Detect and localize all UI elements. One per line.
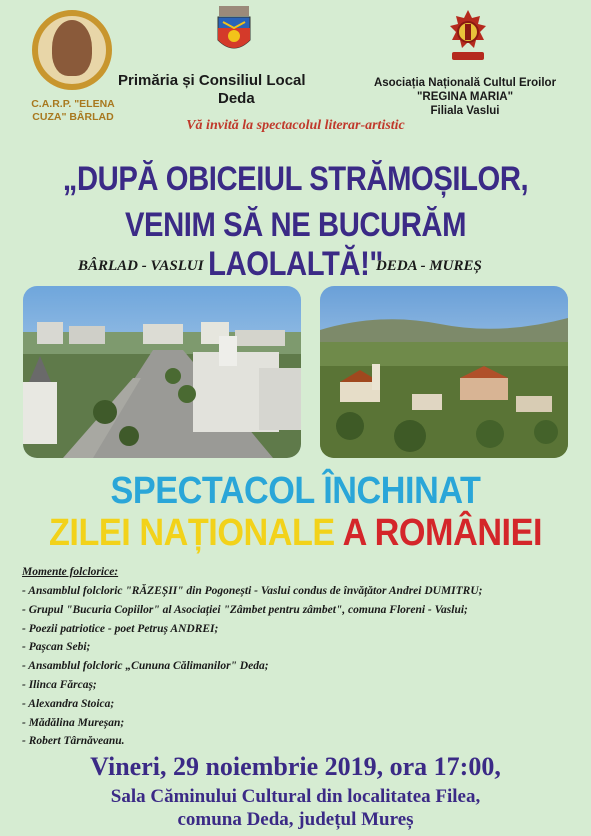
carp-logo-text: C.A.R.P. "ELENA CUZA" BÂRLAD: [31, 98, 115, 123]
program-item: - Grupul "Bucuria Copiilor" al Asociației "Zâmbet pentru zâmbet", comuna Floreni - Vaslui;: [22, 603, 468, 616]
program-item: - Robert Târnăveanu.: [22, 735, 125, 748]
asociatia-line3: Filiala Vaslui: [430, 105, 500, 117]
portrait-icon: [52, 20, 92, 76]
carp-elena-cuza-logo: [18, 4, 138, 134]
deda-landscape-photo: [320, 286, 568, 458]
headline-ziua-nationala: [30, 512, 562, 555]
city-label-barlad: BÂRLAD - VASLUI: [78, 258, 204, 274]
primaria-line1: Primăria și Consiliul Local: [118, 72, 306, 89]
deda-coat-of-arms-icon: [215, 6, 253, 56]
invitation-text: Vă invită la spectacolul literar-artistic: [186, 118, 405, 133]
headline-a-romaniei: A ROMÂNIEI: [342, 512, 543, 554]
event-title-line1: „DUPĂ OBICEIUL STRĂMOȘILOR,: [62, 160, 529, 198]
primaria-deda-heading: [118, 72, 358, 108]
headline-spectacol: SPECTACOL ÎNCHINAT: [110, 470, 481, 512]
asociatia-line1: Asociația Națională Cultul Eroilor: [373, 77, 557, 89]
program-item: - Ansamblul folcloric „Cununa Călimanilor" Deda;: [22, 660, 269, 673]
program-item: - Ilinca Fărcaș;: [22, 678, 97, 691]
program-item: - Mădălina Mureșan;: [22, 716, 125, 729]
primaria-line2: Deda: [218, 90, 255, 107]
program-heading: Momente folclorice:: [22, 566, 119, 578]
program-item: - Pașcan Sebi;: [22, 641, 91, 654]
program-item: - Poezii patriotice - poet Petruș ANDREI;: [22, 622, 219, 635]
headline-zilei-nationale: ZILEI NAȚIONALE: [48, 512, 335, 554]
asociatia-line2: "REGINA MARIA": [416, 91, 514, 103]
cultul-eroilor-emblem-icon: [438, 8, 498, 68]
event-title-line2: VENIM SĂ NE BUCURĂM LAOLALTĂ!": [124, 206, 467, 283]
city-label-deda: DEDA - MUREȘ: [376, 258, 482, 274]
event-venue-line2: comuna Deda, județul Mureș: [177, 809, 414, 830]
program-list: [22, 566, 582, 754]
asociatia-regina-maria-heading: [360, 76, 570, 118]
barlad-city-photo: [23, 286, 301, 458]
event-date: Vineri, 29 noiembrie 2019, ora 17:00,: [90, 752, 501, 781]
program-item: - Alexandra Stoica;: [22, 697, 115, 710]
program-item: - Ansamblul folcloric "RĂZEȘII" din Pogonești - Vaslui condus de învățător Andrei DUMITRU;: [22, 585, 483, 597]
event-venue-line1: Sala Căminului Cultural din localitatea Filea,: [110, 786, 481, 807]
